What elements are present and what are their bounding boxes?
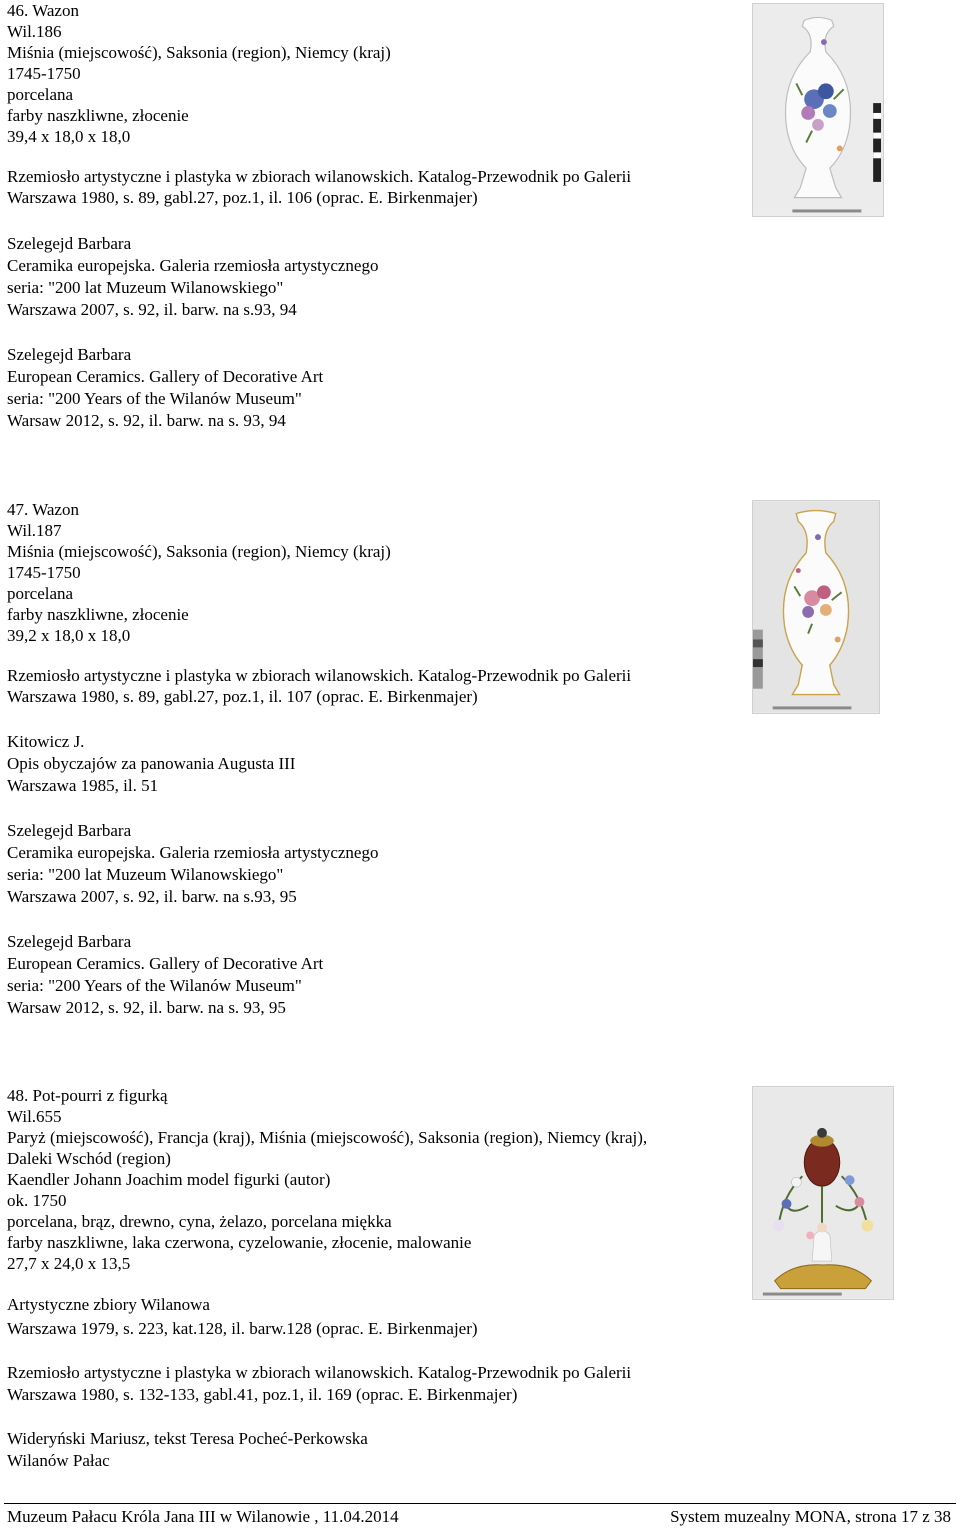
material: porcelana, brąz, drewno, cyna, żelazo, porcelana miękka [7, 1212, 392, 1231]
bibliography-line: Rzemiosło artystyczne i plastyka w zbiorach wilanowskich. Katalog-Przewodnik po Galerii [7, 1363, 632, 1382]
entry-title: 47. Wazon [7, 500, 79, 519]
bibliography-line: Warszawa 2007, s. 92, il. barw. na s.93, 94 [7, 300, 297, 319]
vase-image [753, 501, 879, 713]
bibliography-line: Rzemiosło artystyczne i plastyka w zbiorach wilanowskich. Katalog-Przewodnik po Galerii [7, 666, 632, 685]
footer-divider [4, 1503, 956, 1504]
footer-museum-date: Muzeum Pałacu Króla Jana III w Wilanowie , 11.04.2014 [7, 1507, 399, 1526]
pot-pourri-photo [752, 1086, 894, 1300]
bibliography-line: Kitowicz J. [7, 732, 85, 751]
material: porcelana [7, 584, 74, 603]
bibliography-line: Szelegejd Barbara [7, 932, 132, 951]
bibliography-line: Wilanów Pałac [7, 1451, 110, 1470]
dimensions: 39,4 x 18,0 x 18,0 [7, 127, 131, 146]
bibliography-line: Warszawa 1980, s. 132-133, gabl.41, poz.1, il. 169 (oprac. E. Birkenmajer) [7, 1385, 518, 1404]
bibliography-line: Szelegejd Barbara [7, 345, 132, 364]
entry-title: 48. Pot-pourri z figurką [7, 1086, 168, 1105]
bibliography-line: European Ceramics. Gallery of Decorative Art [7, 954, 324, 973]
bibliography-line: Artystyczne zbiory Wilanowa [7, 1295, 210, 1314]
bibliography-line: Warszawa 1980, s. 89, gabl.27, poz.1, il. 107 (oprac. E. Birkenmajer) [7, 687, 478, 706]
pot-pourri-image [753, 1087, 893, 1299]
author: Kaendler Johann Joachim model figurki (autor) [7, 1170, 331, 1189]
inventory-number: Wil.186 [7, 22, 62, 41]
technique: farby naszkliwne, laka czerwona, cyzelowanie, złocenie, malowanie [7, 1233, 472, 1252]
material: porcelana [7, 85, 74, 104]
bibliography-line: seria: "200 Years of the Wilanów Museum" [7, 976, 302, 995]
bibliography-line: Szelegejd Barbara [7, 234, 132, 253]
bibliography-line: European Ceramics. Gallery of Decorative Art [7, 367, 324, 386]
bibliography-line: Rzemiosło artystyczne i plastyka w zbiorach wilanowskich. Katalog-Przewodnik po Galerii [7, 167, 632, 186]
bibliography-line: Warsaw 2012, s. 92, il. barw. na s. 93, 94 [7, 411, 286, 430]
bibliography-line: seria: "200 Years of the Wilanów Museum" [7, 389, 302, 408]
dimensions: 39,2 x 18,0 x 18,0 [7, 626, 131, 645]
bibliography-line: Warsaw 2012, s. 92, il. barw. na s. 93, 95 [7, 998, 286, 1017]
bibliography-line: Warszawa 2007, s. 92, il. barw. na s.93, 95 [7, 887, 297, 906]
dimensions: 27,7 x 24,0 x 13,5 [7, 1254, 131, 1273]
date: 1745-1750 [7, 563, 81, 582]
bibliography-line: Szelegejd Barbara [7, 821, 132, 840]
bibliography-line: Opis obyczajów za panowania Augusta III [7, 754, 296, 773]
bibliography-line: seria: "200 lat Muzeum Wilanowskiego" [7, 278, 284, 297]
technique: farby naszkliwne, złocenie [7, 605, 189, 624]
bibliography-line: Warszawa 1980, s. 89, gabl.27, poz.1, il. 106 (oprac. E. Birkenmajer) [7, 188, 478, 207]
place-of-origin: Daleki Wschód (region) [7, 1149, 171, 1168]
bibliography-line: seria: "200 lat Muzeum Wilanowskiego" [7, 865, 284, 884]
place-of-origin: Miśnia (miejscowość), Saksonia (region), Niemcy (kraj) [7, 542, 391, 561]
vase-photo [752, 500, 880, 714]
bibliography-line: Warszawa 1985, il. 51 [7, 776, 159, 795]
inventory-number: Wil.187 [7, 521, 62, 540]
bibliography-line: Warszawa 1979, s. 223, kat.128, il. barw.128 (oprac. E. Birkenmajer) [7, 1319, 478, 1338]
bibliography-line: Wideryński Mariusz, tekst Teresa Pocheć-Perkowska [7, 1429, 368, 1448]
place-of-origin: Paryż (miejscowość), Francja (kraj), Miśnia (miejscowość), Saksonia (region), Niemcy (kraj), [7, 1128, 648, 1147]
date: ok. 1750 [7, 1191, 67, 1210]
technique: farby naszkliwne, złocenie [7, 106, 189, 125]
bibliography-line: Ceramika europejska. Galeria rzemiosła artystycznego [7, 256, 379, 275]
vase-image [753, 4, 883, 216]
footer-page-info: System muzealny MONA, strona 17 z 38 [670, 1507, 951, 1526]
vase-photo [752, 3, 884, 217]
bibliography-line: Ceramika europejska. Galeria rzemiosła artystycznego [7, 843, 379, 862]
place-of-origin: Miśnia (miejscowość), Saksonia (region), Niemcy (kraj) [7, 43, 391, 62]
entry-title: 46. Wazon [7, 1, 79, 20]
date: 1745-1750 [7, 64, 81, 83]
inventory-number: Wil.655 [7, 1107, 62, 1126]
